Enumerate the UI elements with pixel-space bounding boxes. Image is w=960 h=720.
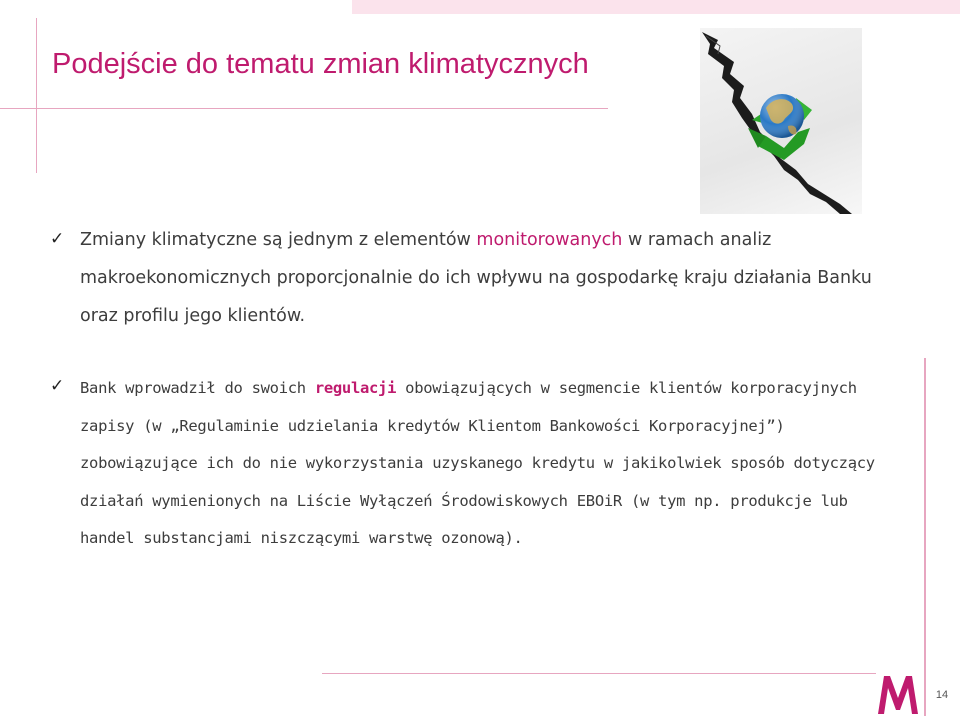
left-divider-line — [36, 18, 37, 173]
checkmark-icon: ✓ — [50, 229, 65, 249]
bullet-text-2: Bank wprowadził do swoich regulacji obowiązujących w segmencie klientów korporacyjnych zapisy (w „Regulaminie udzielania kredytów Klientom Bankowości Korporacyjnej”) zobowiązujące ich do nie wykorzystania uzyskanego kredytu w jakikolwiek sposób dotyczący działań wymienionych na Liście Wyłączeń Środowiskowych EBOiR (w tym np. produkcje lub handel substancjami niszczącymi warstwę ozonową). — [80, 379, 875, 547]
bullet-item-1 — [50, 224, 890, 335]
title-underline — [0, 108, 608, 109]
slide-title: Podejście do tematu zmian klimatycznych — [52, 48, 589, 80]
cracked-globe-recycle-image — [700, 28, 862, 214]
top-accent-bar — [352, 0, 960, 14]
millennium-m-logo — [876, 672, 922, 716]
right-divider-line — [924, 358, 926, 716]
checkmark-icon: ✓ — [50, 376, 65, 396]
highlight-monitorowanych: monitorowanych — [476, 230, 623, 250]
footer-divider-line — [322, 673, 882, 674]
bullet-item-2 — [50, 372, 890, 558]
bullet-text-1: Zmiany klimatyczne są jednym z elementów monitorowanych w ramach analiz makroekonomicznych proporcjonalnie do ich wpływu na gospodarkę kraju działania Banku oraz profilu jego klientów. — [80, 230, 872, 326]
highlight-regulacji: regulacji — [314, 379, 397, 397]
page-number: 14 — [935, 689, 949, 701]
